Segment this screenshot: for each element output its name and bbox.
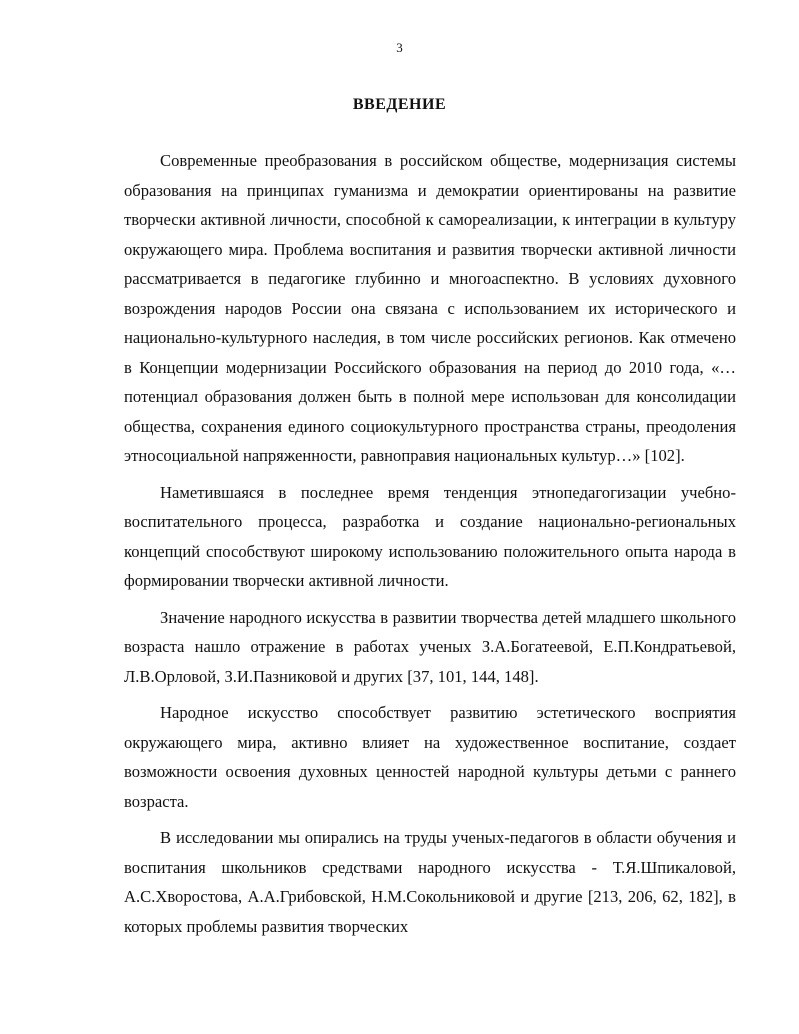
body-text	[124, 146, 736, 948]
paragraph-1: Современные преобразования в российском обществе, модернизация системы образования на принципах гуманизма и демократии ориентированы на развитие творчески активной личности, способной к самореализации, к интеграции в культуру окружающего мира. Проблема воспитания и развития творчески активной личности рассматривается в педагогике глубинно и многоаспектно. В условиях духовного возрождения народов России она связана с использованием их исторического и национально-культурного наследия, в том числе российских регионов. Как отмечено в Концепции модернизации Российского образования на период до 2010 года, «…потенциал образования должен быть в полной мере использован для консолидации общества, сохранения единого социокультурного пространства страны, преодоления этносоциальной напряженности, равноправия национальных культур…» [102].	[124, 151, 736, 465]
page-number: 3	[396, 40, 403, 55]
section-title: ВВЕДЕНИЕ	[352, 96, 447, 113]
paragraph-3: Значение народного искусства в развитии творчества детей младшего школьного возраста нашло отражение в работах ученых З.А.Богатеевой, Е.П.Кондратьевой, Л.В.Орловой, З.И.Пазниковой и других [37, 101, 144, 148].	[124, 607, 736, 686]
paragraph-2: Наметившаяся в последнее время тенденция этнопедагогизации учебно-воспитательного процесса, разработка и создание национально-региональных концепций способствуют широкому использованию положительного опыта народа в формировании творчески активной личности.	[124, 482, 736, 590]
paragraph-4: Народное искусство способствует развитию эстетического восприятия окружающего мира, активно влияет на художественное воспитание, создает возможности освоения духовных ценностей народной культуры детьми с раннего возраста.	[124, 703, 736, 811]
paragraph-5: В исследовании мы опирались на труды ученых-педагогов в области обучения и воспитания школьников средствами народного искусства - Т.Я.Шпикаловой, А.С.Хворостова, А.А.Грибовской, Н.М.Сокольниковой и другие [213, 206, 62, 182], в которых проблемы развития творческих	[124, 828, 736, 936]
